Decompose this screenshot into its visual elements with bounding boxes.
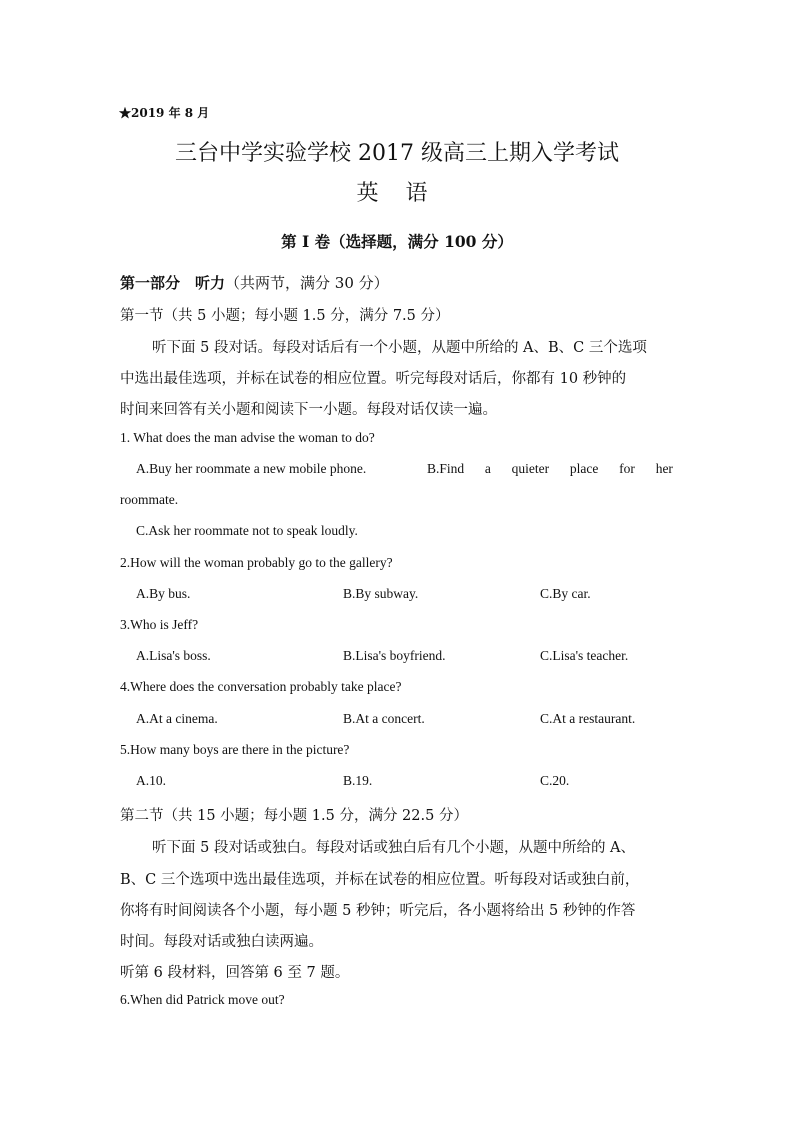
question-1-option-c: C.Ask her roommate not to speak loudly. — [136, 523, 358, 538]
section2-title: 第二节（共 15 小题；每小题 1.5 分，满分 22.5 分） — [120, 808, 468, 824]
question-4-option-b: B.At a concert. — [343, 711, 425, 726]
question-5-option-b: B.19. — [343, 773, 373, 788]
question-4-option-a: A.At a cinema. — [136, 711, 218, 726]
section1-instruction-line: 时间来回答有关小题和阅读下一小题。每段对话仅读一遍。 — [120, 402, 497, 418]
question-2-option-c: C.By car. — [540, 586, 591, 601]
question-4-stem: 4.Where does the conversation probably take place? — [120, 679, 402, 694]
question-3-option-a: A.Lisa's boss. — [136, 648, 211, 663]
section1-instruction-line: 听下面 5 段对话。每段对话后有一个小题，从题中所给的 A、B、C 三个选项 — [152, 340, 647, 356]
question-4-option-c: C.At a restaurant. — [540, 711, 636, 726]
question-1-stem: 1. What does the man advise the woman to do? — [120, 430, 375, 445]
option-word: for — [619, 461, 635, 476]
question-5-option-c: C.20. — [540, 773, 570, 788]
part1-heading — [120, 272, 389, 293]
section1-instruction-line: 中选出最佳选项，并标在试卷的相应位置。听完每段对话后，你都有 10 秒钟的 — [120, 371, 627, 387]
subject-title: 英 语 — [356, 181, 438, 206]
question-1-option-b-continued: roommate. — [120, 492, 179, 507]
exam-title: 三台中学实验学校 2017 级高三上期入学考试 — [175, 141, 619, 166]
section2-instruction-line: 听下面 5 段对话或独白。每段对话或独白后有几个小题，从题中所给的 A、 — [152, 840, 636, 856]
question-2-stem: 2.How will the woman probably go to the gallery? — [120, 555, 393, 570]
question-1-option-a: A.Buy her roommate a new mobile phone. — [136, 461, 367, 476]
question-3-option-b: B.Lisa's boyfriend. — [343, 648, 446, 663]
question-3-option-c: C.Lisa's teacher. — [540, 648, 629, 663]
date-mark: ★2019 年 8 月 — [119, 106, 210, 120]
question-5-stem: 5.How many boys are there in the picture? — [120, 742, 350, 757]
question-2-option-b: B.By subway. — [343, 586, 419, 601]
option-word: B.Find — [427, 461, 465, 476]
option-word: her — [655, 461, 673, 476]
option-word: a — [484, 461, 491, 476]
section2-instruction-line: 你将有时间阅读各个小题，每小题 5 秒钟；听完后，各小题将给出 5 秒钟的作答 — [120, 903, 636, 919]
question-6-stem: 6.When did Patrick move out? — [120, 992, 285, 1007]
material-6-heading: 听第 6 段材料，回答第 6 至 7 题。 — [120, 965, 350, 981]
question-1-option-b — [427, 461, 673, 477]
question-3-stem: 3.Who is Jeff? — [120, 617, 199, 632]
option-word: place — [569, 461, 599, 476]
part1-heading-bold: 第一部分 听力 — [120, 274, 226, 292]
question-5-option-a: A.10. — [136, 773, 166, 788]
section2-instruction-line: B、C 三个选项中选出最佳选项，并标在试卷的相应位置。听每段对话或独白前， — [120, 872, 640, 888]
option-word: quieter — [511, 461, 550, 476]
section1-title: 第一节（共 5 小题；每小题 1.5 分，满分 7.5 分） — [120, 308, 450, 324]
part1-heading-rest: （共两节，满分 30 分） — [225, 274, 389, 292]
question-2-option-a: A.By bus. — [136, 586, 191, 601]
section2-instruction-line: 时间。每段对话或独白读两遍。 — [120, 934, 323, 950]
volume-title: 第 I 卷（选择题，满分 100 分） — [281, 232, 513, 251]
